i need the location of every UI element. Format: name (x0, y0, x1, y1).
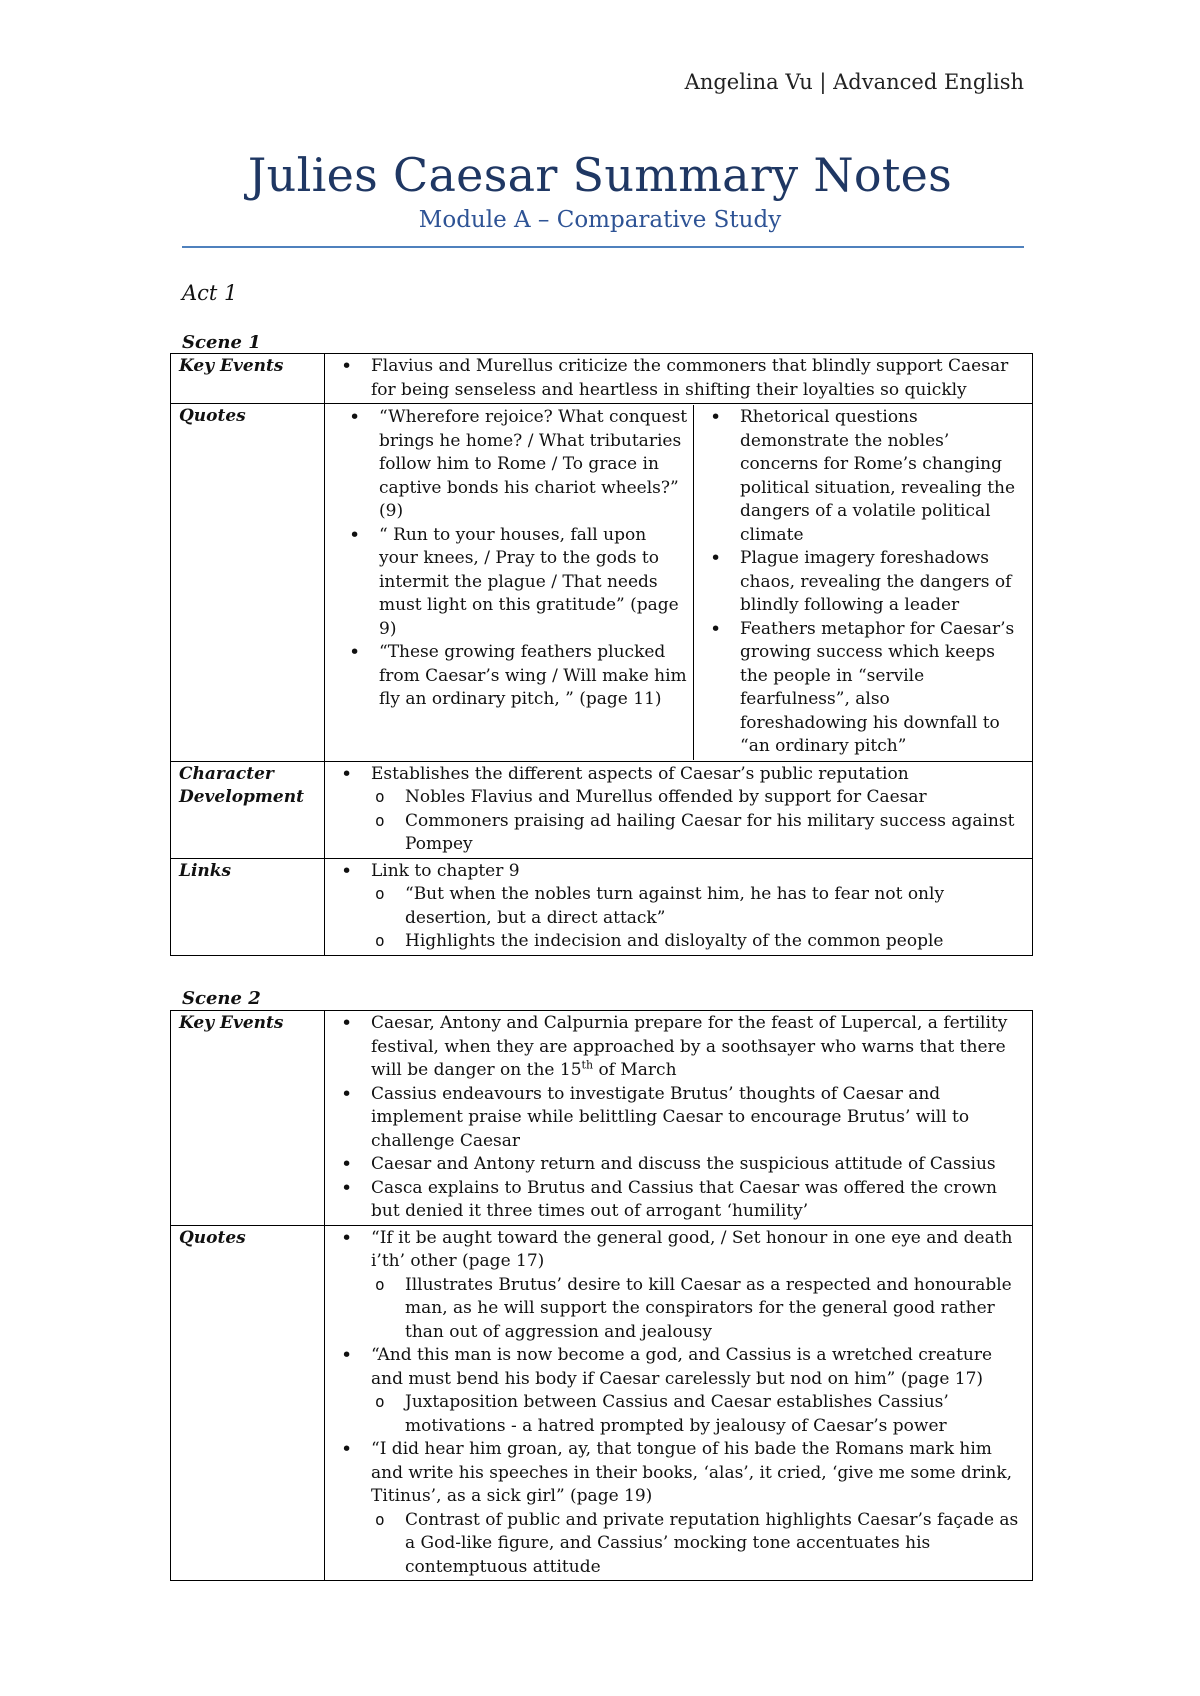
row-label-quotes: Quotes (171, 404, 325, 762)
sub-list-item: o Commoners praising ad hailing Caesar for his military success against Pompey (333, 810, 1027, 857)
scene-1-table (170, 353, 1033, 956)
table-row (171, 1225, 1033, 1581)
row-label-key-events: Key Events (171, 354, 325, 404)
table-row (171, 404, 1033, 762)
table-row (171, 761, 1033, 858)
table-row (171, 354, 1033, 404)
sub-list-item: o “But when the nobles turn against him, he has to fear not only desertion, but a direct attack” (333, 883, 1027, 930)
key-events-cell (325, 354, 1033, 404)
list-item: • Cassius endeavours to investigate Brutus’ thoughts of Caesar and implement praise while belittling Caesar to encourage Brutus’ will to challenge Caesar (333, 1083, 1027, 1154)
list-item: • “I did hear him groan, ay, that tongue of his bade the Romans mark him and write his speeches in their books, ‘alas’, it cried, ‘give me some drink, Titinus’, as a sick girl” (page 19) o Contrast of public and private reputation highlights Caesar’s façade as a God-like figure, and Cassius’ mocking tone accentuates his contemptuous attitude (333, 1438, 1027, 1579)
list-item: • Caesar and Antony return and discuss the suspicious attitude of Cassius (333, 1153, 1027, 1177)
row-label-key-events: Key Events (171, 1011, 325, 1226)
list-item: • Link to chapter 9 o “But when the nobles turn against him, he has to fear not only desertion, but a direct attack” o Highlights the indecision and disloyalty of the common people (333, 860, 1027, 954)
scene-1-heading: Scene 1 (182, 332, 261, 353)
scene-2-heading: Scene 2 (182, 988, 261, 1009)
analysis-column (694, 405, 1028, 760)
list-item: • Casca explains to Brutus and Cassius that Caesar was offered the crown but denied it three times out of arrogant ‘humility’ (333, 1177, 1027, 1224)
document-subtitle: Module A – Comparative Study (418, 207, 782, 233)
page-header: Angelina Vu | Advanced English (684, 70, 1024, 94)
table-row (171, 1011, 1033, 1226)
title-divider (182, 246, 1024, 248)
links-cell (325, 858, 1033, 955)
scene-2-table (170, 1010, 1033, 1581)
sub-list-item: o Highlights the indecision and disloyalty of the common people (333, 930, 1027, 954)
list-item: • Flavius and Murellus criticize the commoners that blindly support Caesar for being senseless and heartless in shifting their loyalties so quickly (333, 355, 1027, 402)
document-title: Julies Caesar Summary Notes (247, 148, 953, 202)
list-item: • Caesar, Antony and Calpurnia prepare for the feast of Lupercal, a fertility festival, when they are approached by a soothsayer who warns that there will be danger on the 15th of March (333, 1012, 1027, 1083)
list-item: • “ Run to your houses, fall upon your knees, / Pray to the gods to intermit the plague / That needs must light on this gratitude” (page 9) (341, 524, 688, 642)
list-item: • Establishes the different aspects of Caesar’s public reputation o Nobles Flavius and Murellus offended by support for Caesar o Commoners praising ad hailing Caesar for his military success against Pompey (333, 763, 1027, 857)
row-label-links: Links (171, 858, 325, 955)
sub-list-item: o Illustrates Brutus’ desire to kill Caesar as a respected and honourable man, as he will support the conspirators for the general good rather than out of aggression and jealousy (333, 1274, 1027, 1345)
key-events-cell (325, 1011, 1033, 1226)
act-heading: Act 1 (182, 281, 238, 305)
list-item: • “And this man is now become a god, and Cassius is a wretched creature and must bend his body if Caesar carelessly but nod on him” (page 17) o Juxtaposition between Cassius and Caesar establishes Cassius’ motivations - a hatred prompted by jealousy of Caesar’s power (333, 1344, 1027, 1438)
list-item: • Rhetorical questions demonstrate the nobles’ concerns for Rome’s changing political situation, revealing the dangers of a volatile political climate (702, 406, 1022, 547)
sub-list-item: o Juxtaposition between Cassius and Caesar establishes Cassius’ motivations - a hatred prompted by jealousy of Caesar’s power (333, 1391, 1027, 1438)
quotes-cell (325, 1225, 1033, 1581)
row-label-quotes: Quotes (171, 1225, 325, 1581)
list-item: • Plague imagery foreshadows chaos, revealing the dangers of blindly following a leader (702, 547, 1022, 618)
row-label-character-development: Character Development (171, 761, 325, 858)
list-item: • “Wherefore rejoice? What conquest brings he home? / What tributaries follow him to Rome / To grace in captive bonds his chariot wheels?” (9) (341, 406, 688, 524)
list-item: • “These growing feathers plucked from Caesar’s wing / Will make him fly an ordinary pitch, ” (page 11) (341, 641, 688, 712)
quotes-column (333, 405, 694, 760)
character-development-cell (325, 761, 1033, 858)
list-item: • Feathers metaphor for Caesar’s growing success which keeps the people in “servile fearfulness”, also foreshadowing his downfall to “an ordinary pitch” (702, 618, 1022, 759)
sub-list-item: o Contrast of public and private reputation highlights Caesar’s façade as a God-like figure, and Cassius’ mocking tone accentuates his contemptuous attitude (333, 1509, 1027, 1580)
quotes-cell (325, 404, 1033, 762)
table-row (171, 858, 1033, 955)
list-item: • “If it be aught toward the general good, / Set honour in one eye and death i’th’ other (page 17) o Illustrates Brutus’ desire to kill Caesar as a respected and honourable man, as he will support the conspirators for the general good rather than out of aggression and jealousy (333, 1227, 1027, 1345)
sub-list-item: o Nobles Flavius and Murellus offended by support for Caesar (333, 786, 1027, 810)
